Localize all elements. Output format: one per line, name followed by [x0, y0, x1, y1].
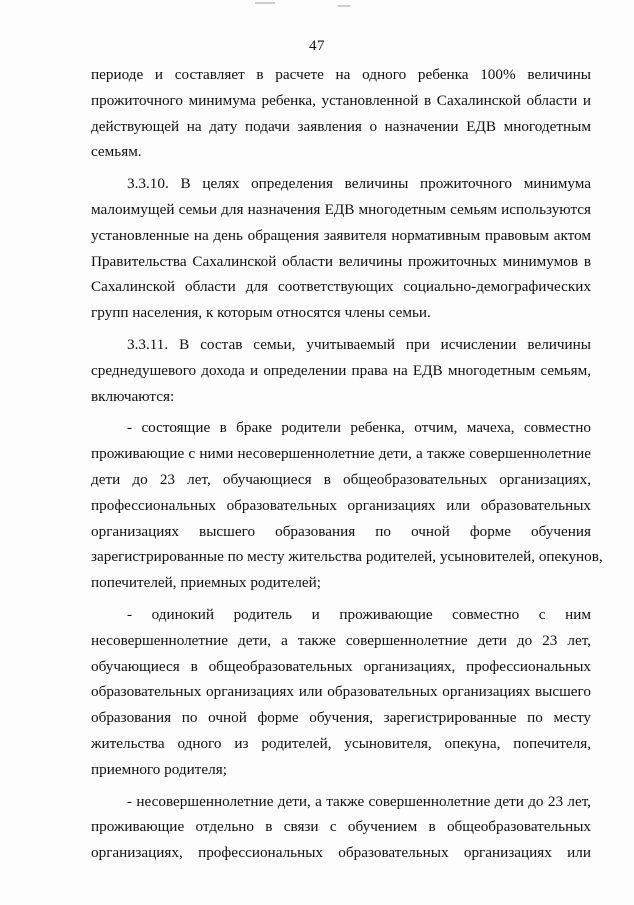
text-line: - состоящие в браке родители ребенка, отчим, мачеха, совместно	[127, 419, 591, 437]
text-line: действующей на дату подачи заявления о назначении ЕДВ многодетным	[91, 117, 591, 135]
text-line: Сахалинской области для соответствующих социально-демографических	[91, 278, 591, 296]
text-line: 3.3.11. В состав семьи, учитываемый при исчислении величины	[127, 335, 591, 353]
text-line: обучающиеся в общеобразовательных организациях, профессиональных	[91, 657, 591, 675]
text-line: Правительства Сахалинской области величины прожиточных минимумов в	[91, 252, 591, 270]
text-line: среднедушевого дохода и определении права на ЕДВ многодетным семьям,	[91, 361, 591, 379]
text-line: зарегистрированные по месту жительства родителей, усыновителей, опекунов,	[91, 548, 603, 566]
text-line: 3.3.10. В целях определения величины прожиточного минимума	[127, 175, 591, 193]
text-line: периоде и составляет в расчете на одного ребенка 100% величины	[91, 66, 591, 83]
text-line: дети до 23 лет, обучающиеся в общеобразовательных организациях,	[91, 470, 591, 488]
scan-artifact	[255, 2, 275, 4]
text-line: профессиональных образовательных организациях или образовательных	[91, 496, 591, 514]
page-number: 47	[309, 38, 325, 54]
text-line: прожиточного минимума ребенка, установленной в Сахалинской области и	[91, 91, 591, 109]
text-line: групп населения, к которым относятся члены семьи.	[91, 304, 431, 322]
text-line: организациях высшего образования по очной форме обучения	[91, 522, 591, 540]
text-line: проживающие с ними несовершеннолетние дети, а также совершеннолетние	[91, 445, 591, 463]
text-line: установленные на день обращения заявителя нормативным правовым актом	[91, 226, 591, 244]
text-line: включаются:	[91, 387, 175, 405]
text-line: несовершеннолетние дети, а также совершеннолетние дети до 23 лет,	[91, 631, 591, 649]
text-line: - несовершеннолетние дети, а также совершеннолетние дети до 23 лет,	[127, 792, 591, 810]
text-line: семьям.	[91, 143, 142, 161]
text-line: малоимущей семьи для назначения ЕДВ многодетным семьям используются	[91, 200, 591, 218]
text-line: организациях, профессиональных образовательных организациях или	[91, 844, 591, 862]
text-line: попечителей, приемных родителей;	[91, 574, 321, 592]
document-body	[91, 62, 603, 866]
text-line: проживающие отдельно в связи с обучением в общеобразовательных	[91, 818, 591, 836]
text-line: образовательных организациях или образовательных организациях высшего	[91, 683, 591, 701]
text-line: жительства одного из родителей, усыновителя, опекуна, попечителя,	[91, 734, 591, 752]
scan-artifact	[338, 5, 350, 7]
text-line: - одинокий родитель и проживающие совместно с ним	[127, 605, 591, 623]
text-line: приемного родителя;	[91, 760, 227, 778]
text-line: образования по очной форме обучения, зарегистрированные по месту	[91, 709, 591, 727]
